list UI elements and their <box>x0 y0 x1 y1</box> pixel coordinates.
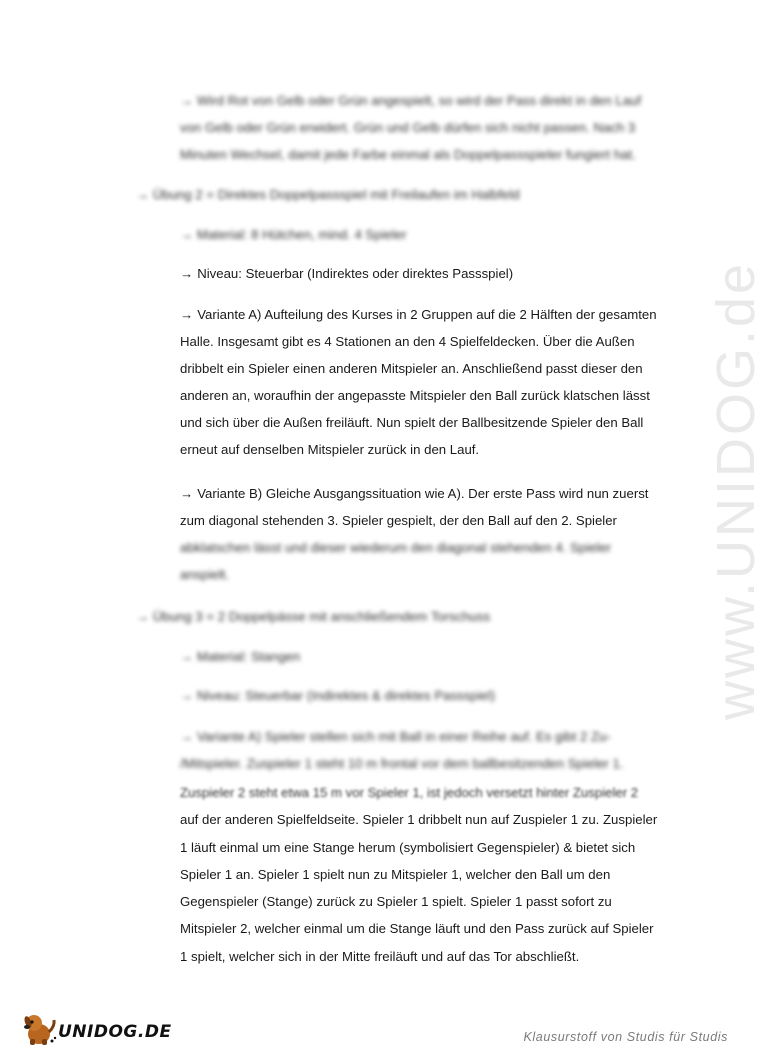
dog-icon <box>22 1010 58 1048</box>
exercise-2-level-text: Niveau: Steuerbar (Indirektes oder direktes Passspiel) <box>197 266 514 281</box>
blurred-line: abklatschen lässt und dieser wiederum den diagonal stehenden 4. Spieler <box>180 540 612 555</box>
exercise-3-level: → Niveau: Steuerbar (Indirektes & direktes Passspiel) <box>180 688 496 703</box>
variant-a-line: erneut auf denselben Mitspieler zurück in den Lauf. <box>180 442 480 457</box>
blurred-line: Minuten Wechsel, damit jede Farbe einmal als Doppelpassspieler fungiert hat. <box>180 147 636 162</box>
blurred-line: Zuspieler 2 steht etwa 15 m vor Spieler 1, ist jedoch versetzt hinter Zuspieler 2 <box>180 785 639 800</box>
exercise-2-heading: → Übung 2 = Direktes Doppelpassspiel mit Freilaufen im Halbfeld <box>136 187 520 202</box>
exercise-3-line: Gegenspieler (Stange) zurück zu Spieler 1 spielt. Spieler 1 passt sofort zu <box>180 894 612 909</box>
arrow-right-icon: → <box>180 266 194 281</box>
logo-text: UNIDOG.DE <box>58 1022 172 1042</box>
variant-a-text: Variante A) Aufteilung des Kurses in 2 Gruppen auf die 2 Hälften der gesamten <box>197 307 657 322</box>
variant-a-line: und sich über die Außen freiläuft. Nun spielt der Ballbesitzende Spieler den Ball <box>180 415 644 430</box>
exercise-3-line: 1 läuft einmal um eine Stange herum (symbolisiert Gegenspieler) & bietet sich <box>180 840 636 855</box>
exercise-3-line: auf der anderen Spielfeldseite. Spieler 1 dribbelt nun auf Zuspieler 1 zu. Zuspieler <box>180 812 658 827</box>
variant-b-text: Variante B) Gleiche Ausgangssituation wie A). Der erste Pass wird nun zuerst <box>197 486 649 501</box>
exercise-3-heading: → Übung 3 = 2 Doppelpässe mit anschließendem Torschuss <box>136 609 491 624</box>
variant-b-line: zum diagonal stehenden 3. Spieler gespielt, der den Ball auf den 2. Spieler <box>180 513 617 528</box>
variant-b-line <box>180 486 648 502</box>
blurred-line: anspielt. <box>180 567 230 582</box>
variant-a-line <box>180 307 657 323</box>
blurred-line: → Wird Rot von Gelb oder Grün angespielt, so wird der Pass direkt in den Lauf <box>180 93 642 108</box>
exercise-3-line: Spieler 1 an. Spieler 1 spielt nun zu Mitspieler 1, welcher den Ball um den <box>180 867 611 882</box>
blurred-line: /Mitspieler. Zuspieler 1 steht 10 m frontal vor dem ballbesitzenden Spieler 1. <box>180 756 624 771</box>
blurred-line: → Variante A) Spieler stellen sich mit Ball in einer Reihe auf. Es gibt 2 Zu- <box>180 729 611 744</box>
exercise-3-line: 1 spielt, welcher sich in der Mitte freiläuft und auf das Tor abschließt. <box>180 949 580 964</box>
exercise-2-material: → Material: 8 Hütchen, mind. 4 Spieler <box>180 227 407 242</box>
exercise-3-line: Mitspieler 2, welcher einmal um die Stange läuft und den Pass zurück auf Spieler <box>180 921 654 936</box>
variant-a-line: Halle. Insgesamt gibt es 4 Stationen an den 4 Spielfeldecken. Über die Außen <box>180 334 635 349</box>
unidog-logo[interactable] <box>22 1010 172 1050</box>
arrow-right-icon: → <box>180 486 194 501</box>
arrow-right-icon: → <box>180 307 194 322</box>
blurred-line: von Gelb oder Grün erwidert. Grün und Gelb dürfen sich nicht passen. Nach 3 <box>180 120 636 135</box>
watermark: www.UNIDOG.de <box>706 260 766 720</box>
variant-a-line: anderen an, woraufhin der angepasste Mitspieler den Ball zurück klatschen lässt <box>180 388 650 403</box>
exercise-2-level <box>180 266 513 282</box>
footer-tagline: Klausurstoff von Studis für Studis <box>523 1030 728 1044</box>
variant-a-line: dribbelt ein Spieler einen anderen Mitspieler an. Anschließend passt dieser den <box>180 361 643 376</box>
exercise-3-material: → Material: Stangen <box>180 649 301 664</box>
